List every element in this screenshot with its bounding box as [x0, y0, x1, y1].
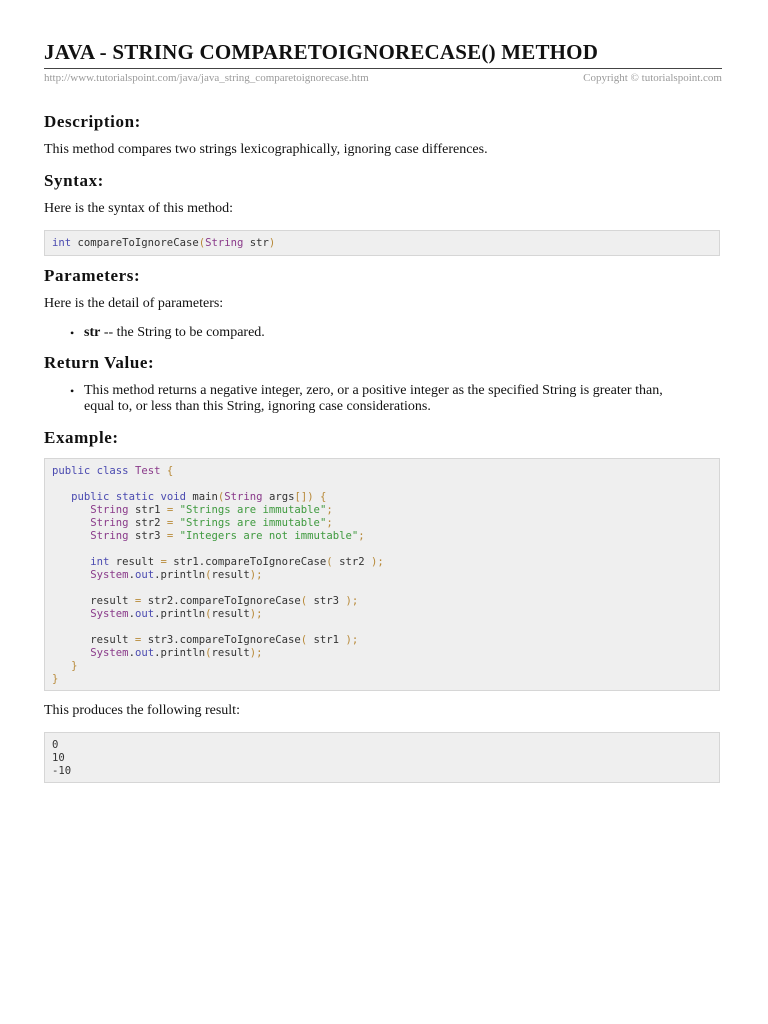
code-line: int result = str1.compareToIgnoreCase( str2 );: [90, 556, 384, 568]
bullet-icon: •: [70, 326, 75, 340]
bullet-icon: •: [70, 384, 75, 398]
return-line-2: equal to, or less than this String, ignoring case considerations.: [84, 399, 431, 414]
code-line: [52, 478, 712, 491]
param-name: str: [84, 325, 101, 340]
code-line: public class Test {: [52, 465, 174, 477]
param-desc: -- the String to be compared.: [100, 325, 265, 340]
code-line: [52, 582, 712, 595]
code-line: result = str2.compareToIgnoreCase( str3 );: [52, 595, 359, 607]
code-line: String str2 = "Strings are immutable";: [90, 517, 333, 529]
source-url[interactable]: http://www.tutorialspoint.com/java/java_string_comparetoignorecase.htm: [44, 72, 369, 84]
code-line: System.out.println(result);: [90, 569, 263, 581]
description-text: This method compares two strings lexicographically, ignoring case differences.: [44, 142, 488, 157]
parameters-list: [44, 325, 724, 341]
code-line: [52, 543, 712, 556]
title-divider: [44, 68, 722, 69]
example-heading: Example:: [44, 428, 119, 447]
code-line: [52, 621, 712, 634]
output-line: 10: [52, 752, 65, 764]
example-code-block: [44, 458, 720, 691]
description-heading: Description:: [44, 112, 141, 131]
code-line: System.out.println(result);: [90, 608, 263, 620]
code-line: String str3 = "Integers are not immutable";: [90, 530, 365, 542]
page-title: JAVA - STRING COMPARETOIGNORECASE() METHOD: [44, 40, 599, 64]
output-line: -10: [52, 765, 72, 777]
code-line: String str1 = "Strings are immutable";: [90, 504, 333, 516]
code-line: System.out.println(result);: [90, 647, 263, 659]
code-line: public static void main(String args[]) {: [71, 491, 327, 503]
code-line: }: [71, 660, 78, 672]
copyright-notice: Copyright © tutorialspoint.com: [583, 72, 722, 84]
output-line: 0: [52, 739, 59, 751]
syntax-code-block: [44, 230, 720, 256]
code-line: }: [52, 673, 59, 685]
output-code-block: [44, 732, 720, 783]
code-line: int compareToIgnoreCase(String str): [52, 237, 276, 249]
parameters-heading: Parameters:: [44, 266, 141, 285]
list-item: [44, 383, 724, 415]
example-after-text: This produces the following result:: [44, 703, 240, 718]
return-value-heading: Return Value:: [44, 353, 155, 372]
syntax-heading: Syntax:: [44, 171, 104, 190]
code-line: result = str3.compareToIgnoreCase( str1 );: [52, 634, 359, 646]
return-value-list: [44, 383, 724, 415]
return-line-1: This method returns a negative integer, zero, or a positive integer as the specified String is greater than,: [84, 383, 663, 398]
syntax-intro: Here is the syntax of this method:: [44, 201, 233, 216]
list-item: [44, 325, 724, 341]
parameters-intro: Here is the detail of parameters:: [44, 296, 224, 311]
